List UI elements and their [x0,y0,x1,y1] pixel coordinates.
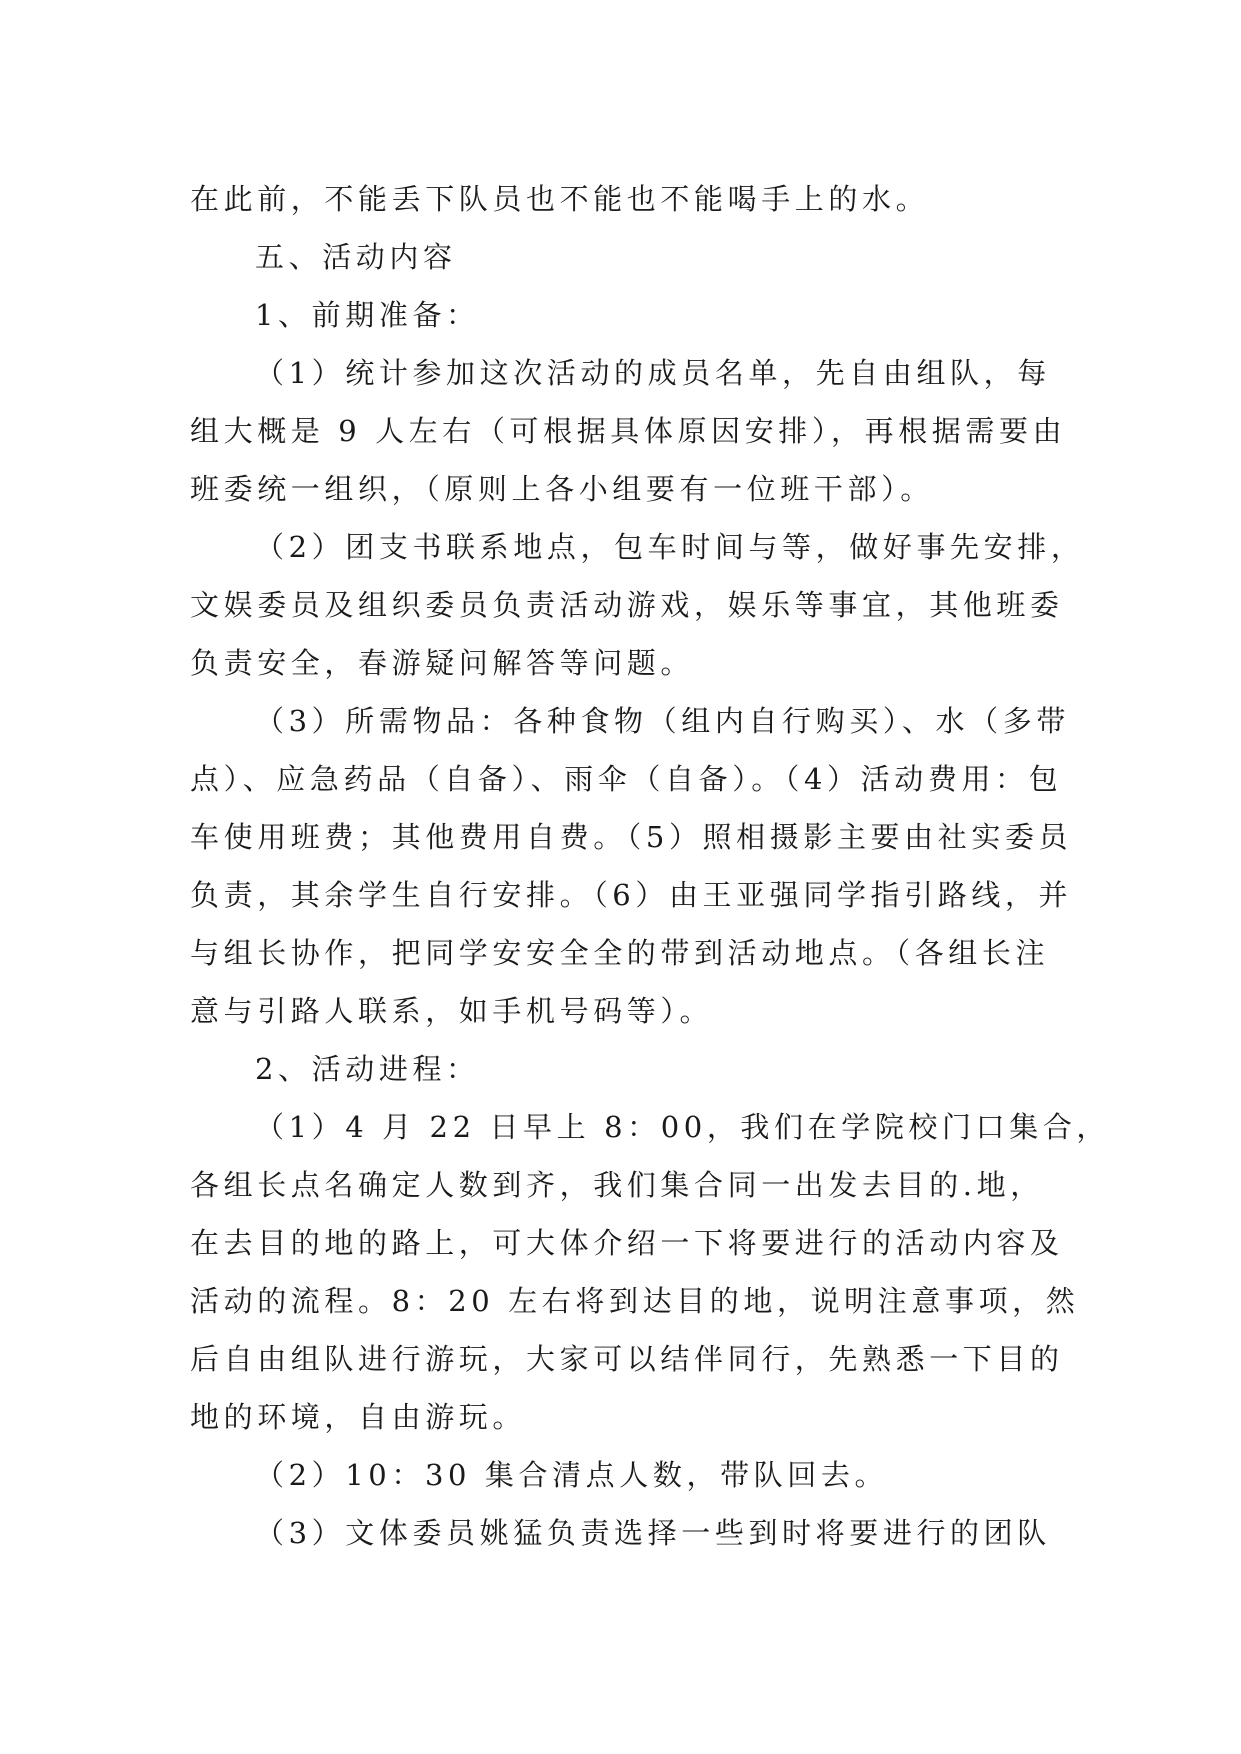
subsection-heading: 2、活动进程： [255,1052,480,1086]
text-line: 后自由组队进行游玩，大家可以结伴同行，先熟悉一下目的 [190,1342,1064,1376]
text-line: 负责，其余学生自行安排。（6）由王亚强同学指引路线，并 [190,878,1073,912]
text-line: 文娱委员及组织委员负责活动游戏，娱乐等事宜，其他班委 [190,588,1064,622]
section-heading: 五、活动内容 [255,240,457,274]
text-line: （3）所需物品：各种食物（组内自行购买）、水（多带 [255,704,1070,738]
text-line: 在去目的地的路上，可大体介绍一下将要进行的活动内容及 [190,1226,1064,1260]
text-line: 负责安全，春游疑问解答等问题。 [190,646,695,680]
text-line: （2）团支书联系地点，包车时间与等，做好事先安排， [255,530,1085,564]
text-line: （1）统计参加这次活动的成员名单，先自由组队，每 [255,356,1051,390]
text-line: 班委统一组织，（原则上各小组要有一位班干部）。 [190,472,934,506]
text-line: 地的环境，自由游玩。 [190,1400,527,1434]
text-line: （1）4 月 22 日早上 8：00，我们在学院校门口集合， [255,1110,1111,1144]
text-line: 点）、应急药品（自备）、雨伞（自备）。（4）活动费用：包 [190,762,1063,796]
text-line: （3）文体委员姚猛负责选择一些到时将要进行的团队 [255,1516,1051,1550]
text-line: 活动的流程。8：20 左右将到达目的地，说明注意事项，然 [190,1284,1080,1318]
text-line: （2）10：30 集合清点人数，带队回去。 [255,1458,889,1492]
text-line: 车使用班费；其他费用自费。（5）照相摄影主要由社实委员 [190,820,1073,854]
text-line: 组大概是 9 人左右（可根据具体原因安排），再根据需要由 [190,414,1067,448]
text-line: 在此前，不能丢下队员也不能也不能喝手上的水。 [190,182,930,216]
text-line: 各组长点名确定人数到齐，我们集合同一出发去目的.地， [190,1168,1044,1202]
subsection-heading: 1、前期准备： [255,298,480,332]
text-line: 意与引路人联系，如手机号码等）。 [190,994,714,1028]
text-line: 与组长协作，把同学安安全全的带到活动地点。（各组长注 [190,936,1050,970]
